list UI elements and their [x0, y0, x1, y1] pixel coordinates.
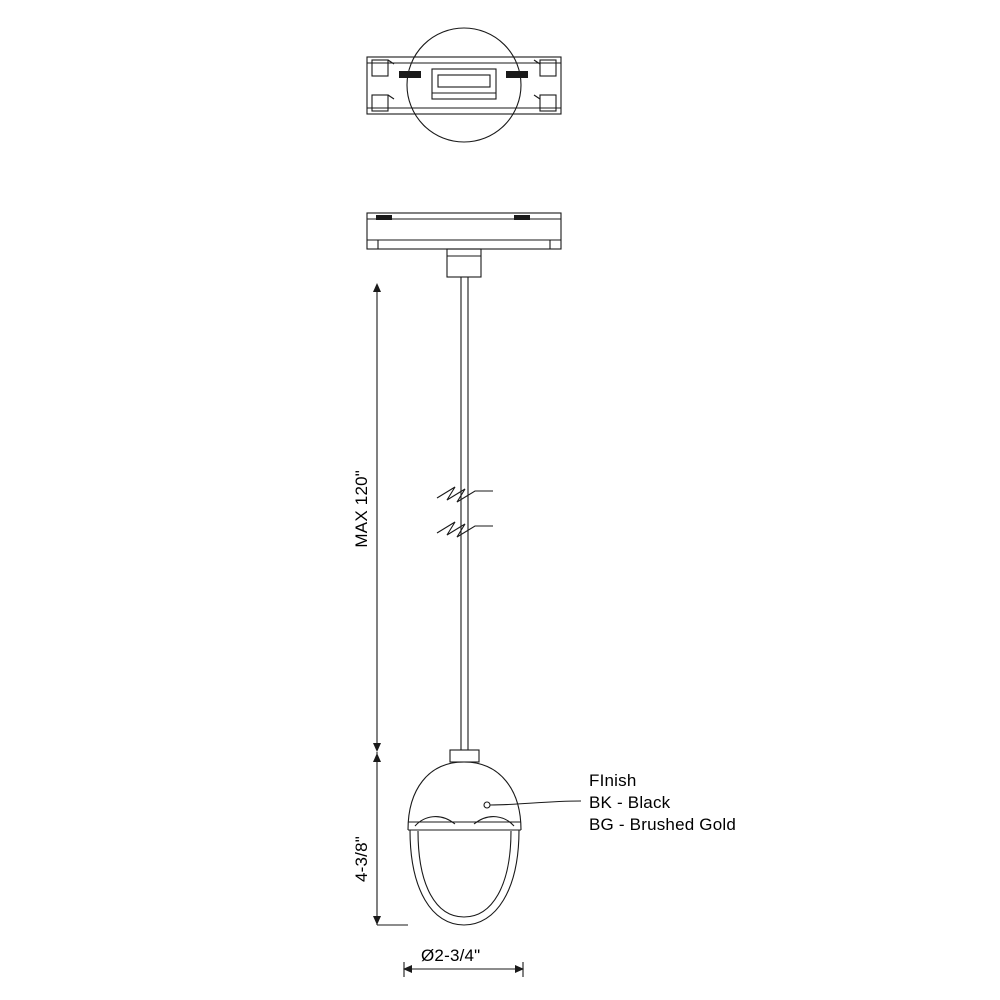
track-bar-detail-left [376, 215, 392, 220]
top-view-assembly [367, 28, 561, 142]
track-adapter-block [447, 249, 481, 277]
dimension-lines [373, 283, 524, 977]
dim-arrow-drop-bottom [373, 743, 381, 752]
front-elevation-assembly [367, 213, 581, 925]
top-view-connector-inner [438, 75, 490, 87]
dim-arrow-drop-top [373, 283, 381, 292]
track-bar-body [367, 213, 561, 249]
dim-arrow-fixture-top [373, 753, 381, 762]
cable-break-symbol-lower [437, 522, 493, 537]
dimension-label-fixture-height: 4-3/8" [352, 836, 371, 882]
finish-callout-dot [484, 802, 490, 808]
finish-callout-leader [490, 801, 581, 805]
dimension-label-diameter: Ø2-3/4" [421, 946, 481, 965]
top-view-slot-left [399, 71, 421, 78]
top-view-clip-left-bottom-hatch [388, 95, 394, 99]
shade-glass-bowl [410, 830, 519, 925]
break-zigzag-upper [437, 487, 493, 502]
top-view-clip-right-top [540, 60, 556, 76]
top-view-clip-right-bottom [540, 95, 556, 111]
shade-dome-top [408, 762, 521, 830]
finish-title: FInish [589, 771, 637, 790]
shade-inner-arc-right [474, 817, 514, 826]
shade-inner-arc-left [415, 817, 455, 826]
dimension-label-drop-max: MAX 120" [352, 470, 371, 548]
socket-cup [450, 750, 479, 762]
dim-arrow-fixture-bottom [373, 916, 381, 925]
top-view-clip-left-top [372, 60, 388, 76]
break-zigzag-lower [437, 522, 493, 537]
track-bar-detail-right [514, 215, 530, 220]
finish-option-black: BK - Black [589, 793, 671, 812]
top-view-clip-right-bottom-hatch [534, 95, 540, 99]
shade-glass-bowl-inner [418, 831, 511, 917]
top-view-slot-right [506, 71, 528, 78]
cable-break-symbol-upper [437, 487, 493, 502]
finish-option-brushed-gold: BG - Brushed Gold [589, 815, 737, 834]
top-view-clip-left-bottom [372, 95, 388, 111]
